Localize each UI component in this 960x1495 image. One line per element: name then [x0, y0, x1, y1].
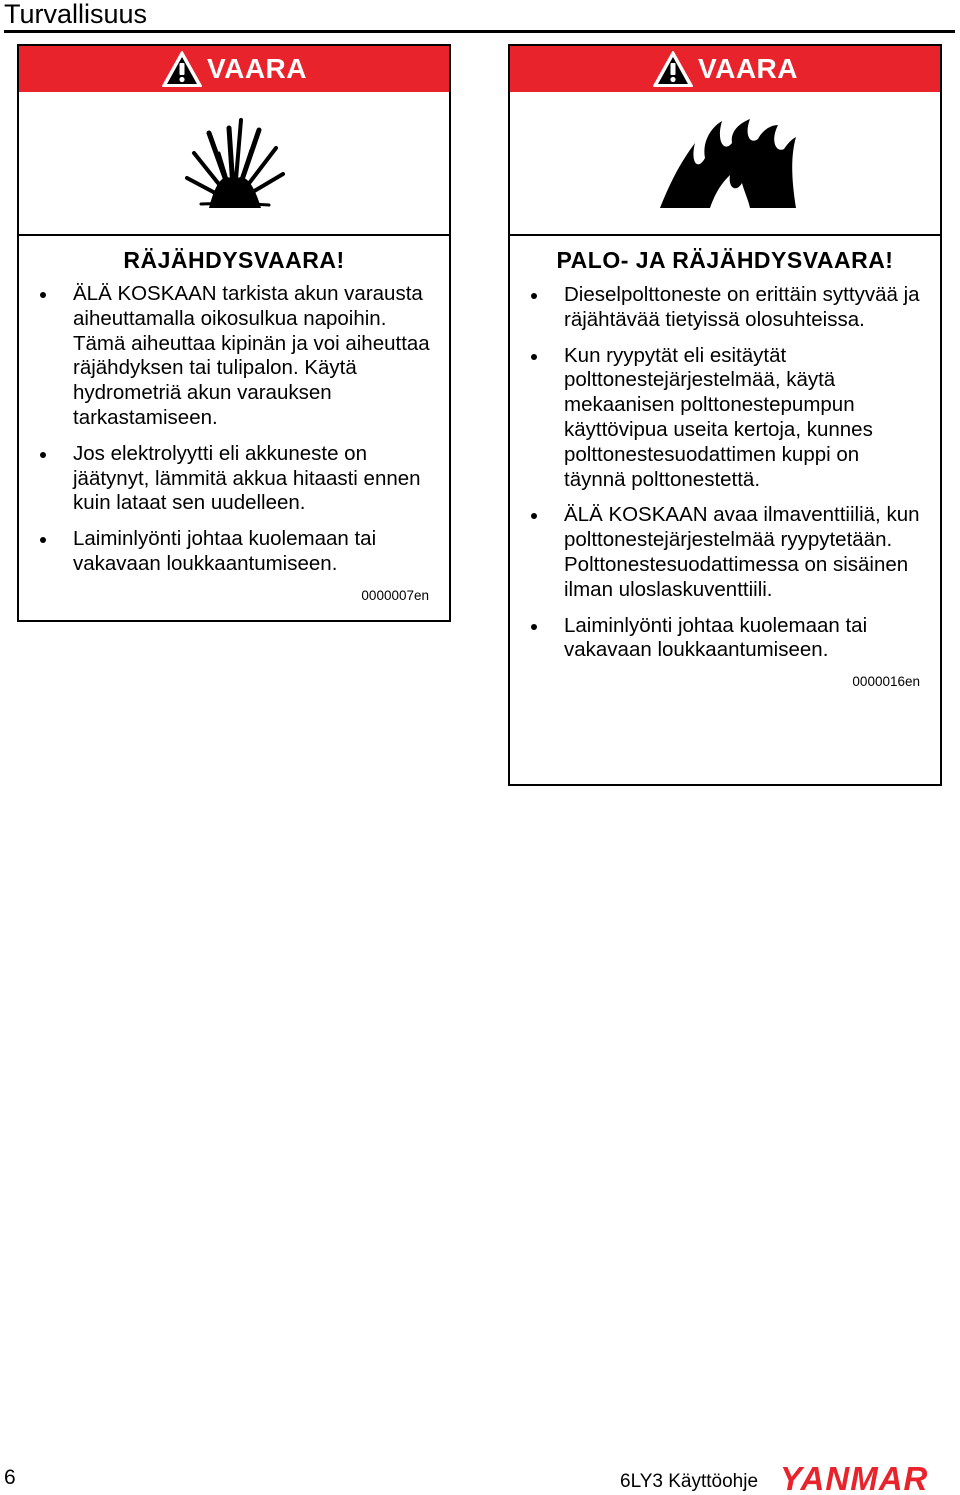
warning-triangle-icon: [652, 50, 694, 88]
list-item: Laiminlyönti johtaa kuolemaan tai vakavaan loukkaantumiseen.: [510, 614, 940, 664]
list-item: Dieselpolttoneste on erittäin syttyvää ja räjähtävää tietyissä olosuhteissa.: [510, 283, 940, 333]
hazard-heading: PALO- JA RÄJÄHDYSVAARA!: [556, 247, 894, 273]
label-code: 0000016en: [852, 674, 920, 690]
pictogram-area: [510, 92, 940, 236]
manual-name: 6LY3 Käyttöohje: [620, 1471, 759, 1492]
list-item: ÄLÄ KOSKAAN avaa ilmaventtiiliä, kun polttonestejärjestelmää ryypytetään. Polttonestesuodattimessa on sisäinen ilman uloslaskuventtiili.: [510, 503, 940, 602]
list-item: ÄLÄ KOSKAAN tarkista akun varausta aiheuttamalla oikosulkua napoihin. Tämä aiheuttaa kipinän ja voi aiheuttaa räjähdyksen tai tulipalon. Käytä hydrometriä akun varauksen tarkastamiseen.: [19, 282, 449, 431]
danger-card-explosion: [17, 44, 451, 622]
danger-banner: [510, 46, 940, 92]
hazard-list: [19, 282, 449, 577]
pictogram-area: [19, 92, 449, 236]
list-item: Laiminlyönti johtaa kuolemaan tai vakavaan loukkaantumiseen.: [19, 527, 449, 577]
yanmar-logo: [780, 1461, 956, 1495]
list-item: Jos elektrolyytti eli akkuneste on jäätynyt, lämmitä akkua hitaasti ennen kuin lataat sen uudelleen.: [19, 442, 449, 516]
hazard-list: [510, 283, 940, 663]
fire-icon: [650, 113, 800, 213]
danger-card-fire: [508, 44, 942, 786]
card-body: [19, 234, 449, 603]
list-item: Kun ryypytät eli esitäytät polttonestejärjestelmää, käytä mekaanisen polttonestepumpun käyttövipua useita kertoja, kunnes polttonestesuodattimen kuppi on täynnä polttonestettä.: [510, 344, 940, 493]
warning-triangle-icon: [161, 50, 203, 88]
signal-word: VAARA: [207, 53, 307, 84]
signal-word: VAARA: [698, 53, 798, 84]
hazard-heading: RÄJÄHDYSVAARA!: [123, 247, 345, 273]
explosion-icon: [179, 108, 289, 218]
title-rule: [4, 30, 955, 33]
page-number: 6: [4, 1466, 16, 1489]
card-body: [510, 234, 940, 689]
page-title: Turvallisuus: [4, 0, 148, 29]
brand-wordmark: YANMAR: [780, 1461, 929, 1495]
danger-banner: [19, 46, 449, 92]
label-code: 0000007en: [361, 587, 429, 603]
